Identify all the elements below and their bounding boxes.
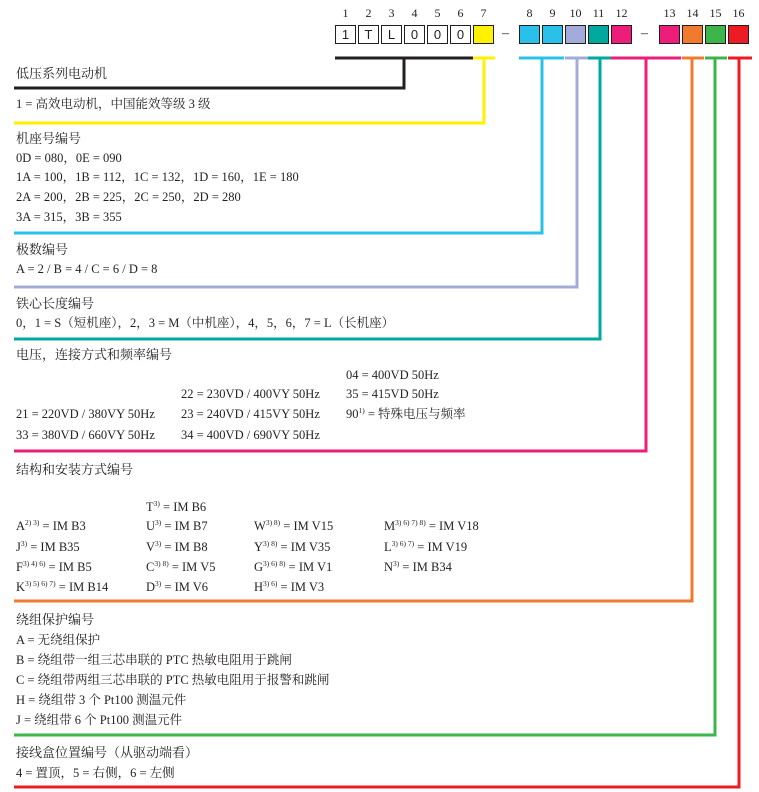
mounting-heading: 结构和安装方式编号 <box>16 462 134 477</box>
mounting-code: D <box>146 580 156 594</box>
voltage-heading: 电压，连接方式和频率编号 <box>16 347 173 362</box>
mounting-item <box>254 559 332 575</box>
position-number: 9 <box>549 6 556 20</box>
frame-line: 0D = 080，0E = 090 <box>16 151 122 165</box>
code-cell: 0 <box>450 25 471 44</box>
frame-line: 1A = 100，1B = 112，1C = 132，1D = 160，1E = 180 <box>16 170 299 184</box>
footnote-mark: 3) 8) <box>154 558 169 568</box>
position-number: 10 <box>569 6 582 20</box>
mounting-value: = IM B14 <box>55 580 109 594</box>
mounting-value: = IM V18 <box>425 519 479 533</box>
separator: – <box>641 26 648 41</box>
position-number: 16 <box>732 6 745 20</box>
mounting-item <box>384 518 479 534</box>
mounting-code: F <box>16 560 23 574</box>
mounting-code: C <box>146 560 155 574</box>
position-number: 1 <box>342 6 349 20</box>
code-cell: 1 <box>335 25 356 44</box>
terminal-heading: 接线盒位置编号（从驱动端看） <box>16 745 199 760</box>
mounting-code: V <box>146 540 156 554</box>
voltage-special-code: 90 <box>346 407 359 421</box>
code-cell: T <box>358 25 379 44</box>
code-cell-8-frame <box>519 25 540 44</box>
mounting-value: = IM B5 <box>45 560 92 574</box>
mounting-code: A <box>16 519 26 533</box>
position-number: 13 <box>663 6 676 20</box>
mounting-item <box>16 518 86 534</box>
voltage-item: 22 = 230VD / 400VY 50Hz <box>181 387 320 401</box>
footnote-mark: 3) 8) <box>265 517 281 527</box>
position-number: 5 <box>434 6 441 20</box>
mounting-code: G <box>254 560 264 574</box>
series-heading: 低压系列电动机 <box>16 66 108 81</box>
efficiency-line: 1 = 高效电动机，中国能效等级 3 级 <box>16 97 211 111</box>
footnote-mark: 3) 6) 8) <box>263 558 286 568</box>
mounting-value: = IM B35 <box>27 540 80 554</box>
mounting-item <box>146 539 208 555</box>
position-number: 2 <box>365 6 372 20</box>
footnote-mark: 1) <box>358 405 365 415</box>
position-number: 12 <box>615 6 628 20</box>
mounting-value: = IM V35 <box>277 540 331 554</box>
mounting-value: = IM B6 <box>159 500 207 514</box>
footnote-mark: 3) 6) 7) <box>391 538 415 548</box>
poles-line: A = 2 / B = 4 / C = 6 / D = 8 <box>16 262 158 276</box>
code-cell-10-poles <box>565 25 586 44</box>
position-number: 8 <box>526 6 533 20</box>
protection-heading: 绕组保护编号 <box>16 612 95 627</box>
frame-heading: 机座号编号 <box>16 131 82 146</box>
poles-heading: 极数编号 <box>16 242 69 257</box>
code-cell-14-mounting <box>682 25 703 44</box>
mounting-item <box>384 559 452 575</box>
code-cell-9-frame <box>542 25 563 44</box>
protection-line: J = 绕组带 6 个 Pt100 测温元件 <box>16 713 183 727</box>
footnote-mark: 2) 3) <box>25 517 40 527</box>
mounting-code: K <box>16 580 26 594</box>
protection-line: C = 绕组带两组三芯串联的 PTC 热敏电阻用于报警和跳闸 <box>16 673 330 687</box>
mounting-item <box>254 579 324 595</box>
core-line: 0，1 = S（短机座），2，3 = M（中机座），4，5，6，7 = L（长机座） <box>16 316 395 330</box>
position-number: 15 <box>709 6 722 20</box>
mounting-code: U <box>146 519 156 533</box>
footnote-mark: 3) <box>155 517 162 527</box>
core-heading: 铁心长度编号 <box>16 296 95 311</box>
mounting-item <box>146 499 206 515</box>
voltage-item: 23 = 240VD / 415VY 50Hz <box>181 407 320 421</box>
code-cell: L <box>381 25 402 44</box>
footnote-mark: 3) 6) <box>263 578 278 588</box>
mounting-value: = IM V19 <box>414 540 468 554</box>
mounting-value: = IM B3 <box>39 519 86 533</box>
mounting-value: = IM B8 <box>161 540 208 554</box>
mounting-code: T <box>146 500 154 514</box>
footnote-mark: 3) 6) 7) 8) <box>395 517 426 527</box>
mounting-item <box>16 559 92 575</box>
frame-line: 2A = 200，2B = 225，2C = 250，2D = 280 <box>16 190 241 204</box>
code-cell-7-efficiency <box>473 25 494 44</box>
mounting-code: N <box>384 560 394 574</box>
code-cell: 0 <box>404 25 425 44</box>
mounting-item <box>146 559 215 575</box>
position-number: 7 <box>480 6 487 20</box>
mounting-item <box>254 539 330 555</box>
mounting-value: = IM V15 <box>280 519 334 533</box>
mounting-code: L <box>384 540 392 554</box>
code-cell-15-protection <box>705 25 726 44</box>
protection-line: H = 绕组带 3 个 Pt100 测温元件 <box>16 693 187 707</box>
mounting-code: J <box>16 540 21 554</box>
position-number: 6 <box>457 6 464 20</box>
mounting-code: M <box>384 519 396 533</box>
separator: – <box>502 26 509 41</box>
mounting-item <box>16 539 80 555</box>
voltage-special-text: = 特殊电压与频率 <box>364 407 466 421</box>
mounting-item <box>384 539 467 555</box>
position-number: 14 <box>686 6 699 20</box>
footnote-mark: 3) <box>155 538 162 548</box>
voltage-item: 04 = 400VD 50Hz <box>346 368 439 382</box>
code-cell-16-terminal <box>728 25 749 44</box>
mounting-value: = IM B7 <box>161 519 208 533</box>
footnote-mark: 3) 5) 6) 7) <box>25 578 56 588</box>
footnote-mark: 3) <box>153 498 160 508</box>
code-cell-11-core <box>588 25 609 44</box>
position-number: 3 <box>388 6 395 20</box>
voltage-connector-line <box>14 58 646 451</box>
mounting-value: = IM B34 <box>399 560 452 574</box>
mounting-code: H <box>254 580 264 594</box>
terminal-line: 4 = 置顶，5 = 右侧，6 = 左侧 <box>16 766 175 780</box>
mounting-item <box>16 579 108 595</box>
code-cell-13-voltage <box>659 25 680 44</box>
voltage-item: 35 = 415VD 50Hz <box>346 387 439 401</box>
position-number: 4 <box>411 6 418 20</box>
code-cell-12-voltage <box>611 25 632 44</box>
footnote-mark: 3) 8) <box>263 538 278 548</box>
mounting-code: Y <box>254 540 264 554</box>
footnote-mark: 3) 4) 6) <box>22 558 46 568</box>
mounting-item <box>254 518 333 534</box>
mounting-value: = IM V6 <box>161 580 209 594</box>
frame-connector-line <box>14 58 542 233</box>
footnote-mark: 3) <box>393 558 400 568</box>
voltage-item: 21 = 220VD / 380VY 50Hz <box>16 407 155 421</box>
footnote-mark: 3) <box>155 578 162 588</box>
mounting-value: = IM V5 <box>168 560 216 574</box>
footnote-mark: 3) <box>20 538 28 548</box>
mounting-value: = IM V1 <box>285 560 333 574</box>
mounting-value: = IM V3 <box>277 580 325 594</box>
voltage-special <box>346 406 466 422</box>
mounting-item <box>146 579 208 595</box>
voltage-item: 34 = 400VD / 690VY 50Hz <box>181 428 320 442</box>
code-cell: 0 <box>427 25 448 44</box>
mounting-code: W <box>254 519 266 533</box>
mounting-item <box>146 518 208 534</box>
frame-line: 3A = 315，3B = 355 <box>16 210 122 224</box>
protection-line: A = 无绕组保护 <box>16 633 101 647</box>
protection-line: B = 绕组带一组三芯串联的 PTC 热敏电阻用于跳闸 <box>16 653 292 667</box>
position-number: 11 <box>592 6 605 20</box>
voltage-item: 33 = 380VD / 660VY 50Hz <box>16 428 155 442</box>
